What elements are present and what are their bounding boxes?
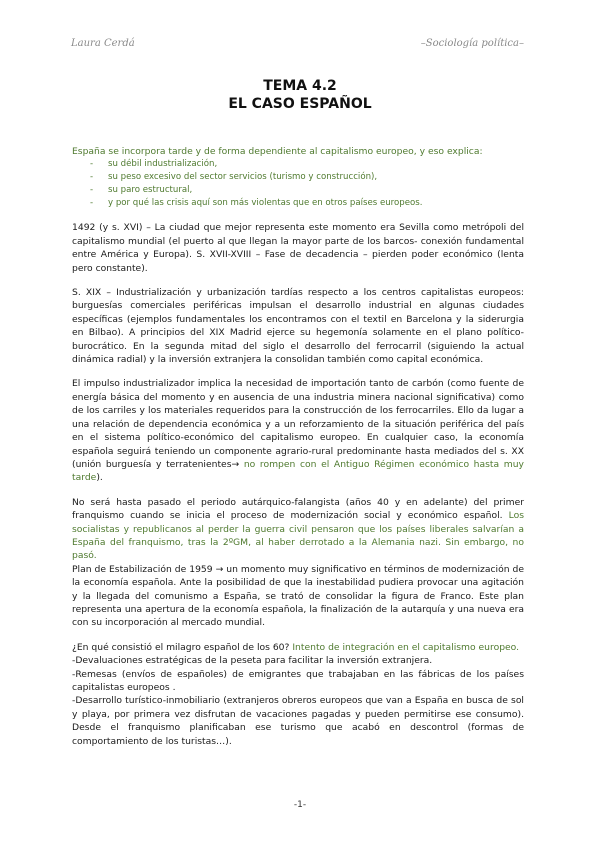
paragraph-text: El impulso industrializador implica la necesidad de importación tanto de carbón (como fuente de energía básica del momento y en ausencia de una industria minera nacional significativa) como de los carriles y los materiales requeridos para la construcción de los ferrocarriles. Ello da lugar a una relación de dependencia económica y a un reforzamiento de la situación periférica del país en el sistema político-económico del capitalismo europeo. En cualquier caso, la economía española seguirá teniendo un componente agrario-rural predominante hasta mediados del s. XX (unión burguesía y terratenientes <box>72 378 524 470</box>
title-heading: EL CASO ESPAÑOL <box>228 96 372 112</box>
intro-bullet-list <box>72 158 524 210</box>
paragraph-end: ). <box>96 472 103 484</box>
header-author: Laura Cerdá <box>71 38 135 49</box>
list-item: - su débil industrialización, <box>72 158 524 171</box>
highlight-text: no rompen con el Antiguo Régimen económico hasta muy tarde <box>72 458 524 484</box>
paragraph-franquismo <box>72 496 524 563</box>
intro-lead: España se incorpora tarde y de forma dependiente al capitalismo europeo, y eso explica: <box>72 146 483 157</box>
page-number: -1- <box>293 800 307 810</box>
paragraph-plan-estabilizacion: Plan de Estabilización de 1959 → un momento muy significativo en términos de modernización de la economía española. Ante la posibilidad de que la inestabilidad pudiera provocar una agitación y la llegada del comunismo a España, se trató de consolidar la figura de Franco. Este plan representa una apertura de la economía española, la finalización de la autarquía y una nueva era con su incorporación al mercado mundial. <box>72 563 524 629</box>
paragraph-1492: 1492 (y s. XVI) – La ciudad que mejor representa este momento era Sevilla como metrópoli del capitalismo mundial (el puerto al que llegan la mayor parte de los barcos- conexión fundamental entre América y Europa). S. XVII-XVIII – Fase de decadencia – pierden poder económico (lenta pero constante). <box>72 222 524 274</box>
list-item: - y por qué las crisis aquí son más violentas que en otros países europeos. <box>72 197 524 210</box>
paragraph-impulso-industrializador <box>72 377 524 484</box>
title-topic: TEMA 4.2 <box>263 78 337 94</box>
document-body <box>72 145 524 748</box>
list-item: - su peso excesivo del sector servicios (turismo y construcción), <box>72 171 524 184</box>
highlight-text: Los socialistas y republicanos al perder la guerra civil pensaron que los países liberales salvarían a España del franquismo, tras la 2ºGM, al haber derrotado a la Alemania nazi. Sin embargo, no pasó. <box>72 510 524 562</box>
list-item: -Devaluaciones estratégicas de la peseta para facilitar la inversión extranjera. <box>72 655 433 667</box>
list-item: -Desarrollo turístico-inmobiliario (extranjeros obreros europeos que van a España en busca de sol y playa, por primera vez disfrutan de vacaciones pagadas y pueden permitirse ese consumo). Desde el franquismo planificaban ese turismo que acabó en descontrol (formas de comportamiento de los turistas…). <box>72 695 524 747</box>
header-subject: –Sociología política– <box>420 38 524 49</box>
list-item: -Remesas (envíos de españoles) de emigrantes que trabajaban en las fábricas de los países capitalistas europeos . <box>72 668 524 693</box>
question-text: ¿En qué consistió el milagro español de los 60? <box>72 641 293 653</box>
list-item: - su paro estructural, <box>72 184 524 197</box>
arrow-symbol: → <box>231 458 244 470</box>
paragraph-text: No será hasta pasado el periodo autárquico-falangista (años 40 y en adelante) del primer franquismo cuando se inicia el proceso de modernización social y económico español. <box>72 496 524 522</box>
paragraph-milagro-espanol <box>72 641 524 654</box>
answer-text: Intento de integración en el capitalismo europeo. <box>292 641 520 653</box>
paragraph-siglo-xix: S. XIX – Industrialización y urbanización tardías respecto a los centros capitalistas europeos: burguesías comerciales periféricas impulsan el desarrollo industrial en algunas ciudades específicas (ejemplos fundamentales los encontramos con el textil en Barcelona y la siderurgia en Bilbao). A principios del XIX Madrid ejerce su hegemonía solamente en el plano político-burocrático. En la segunda mitad del siglo el desarrollo del ferrocarril (siguiendo la actual dinámica radial) y la inversión extranjera la consolidan también como capital económica. <box>72 287 524 366</box>
